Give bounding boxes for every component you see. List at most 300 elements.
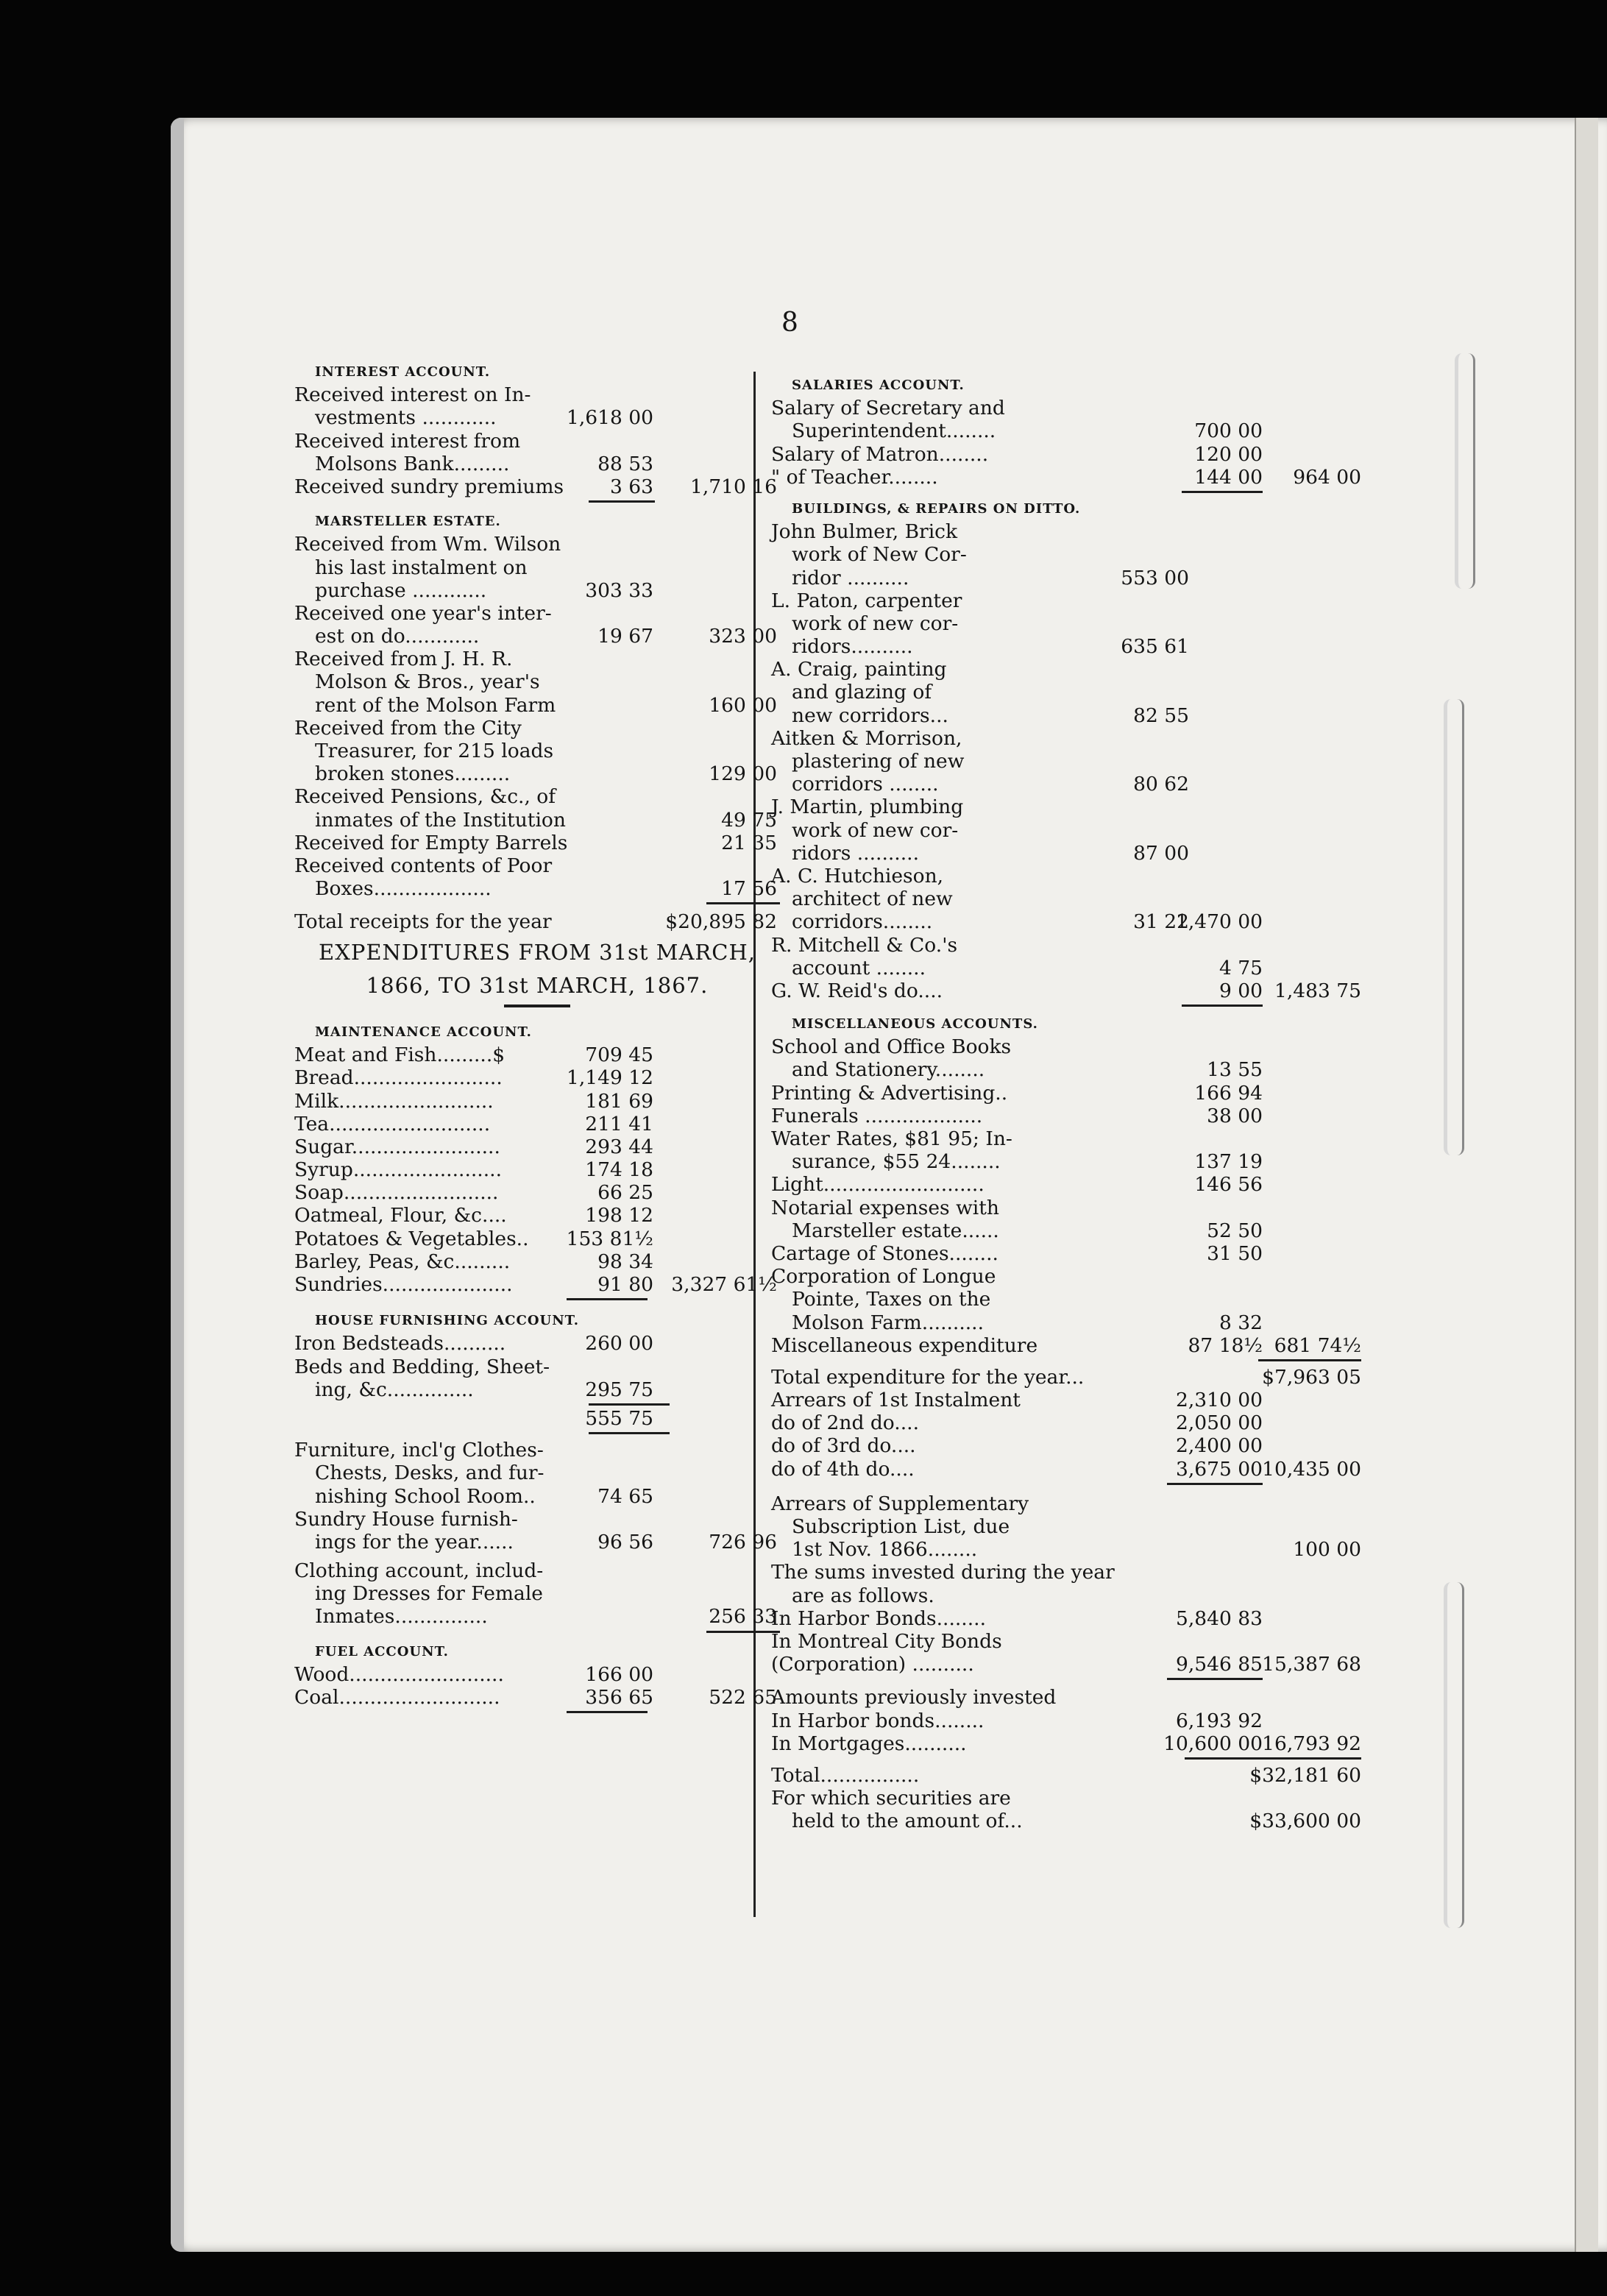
line-amount: 9,546 85 [1175, 1653, 1263, 1676]
line-label: Arrears of Supplementary [771, 1492, 1029, 1515]
line-amount: 256 33 [709, 1605, 777, 1629]
rule [294, 900, 780, 906]
ledger-line [294, 579, 780, 602]
ledger-line [771, 681, 1242, 704]
line-amount: 52 50 [1207, 1219, 1263, 1242]
heading-line: EXPENDITURES FROM 31st MARCH, [319, 939, 756, 965]
ledger-line [771, 727, 1242, 750]
line-label: rent of the Molson Farm [315, 693, 556, 717]
ledger-line [294, 1090, 780, 1113]
line-amount: 1,149 12 [566, 1066, 653, 1090]
ledger-line [771, 1288, 1242, 1311]
ledger-line [771, 1561, 1242, 1584]
ledger-line [771, 773, 1242, 796]
line-label: Total receipts for the year [294, 910, 552, 934]
ledger-line [294, 1332, 780, 1355]
ledger-line [771, 543, 1242, 566]
ledger-line [771, 1492, 1242, 1515]
line-amount: 153 81½ [566, 1227, 653, 1250]
line-amount: 293 44 [585, 1135, 653, 1158]
ledger-line [771, 1538, 1361, 1562]
ledger-line [294, 785, 780, 808]
line-label: Received one year's inter- [294, 601, 552, 625]
left-column [294, 361, 780, 1715]
line-amount: 2,400 00 [1175, 1434, 1263, 1458]
ledger-line [294, 1686, 780, 1709]
line-label: Received interest from [294, 429, 521, 453]
line-amount: 174 18 [585, 1158, 653, 1182]
line-label: Marsteller estate...... [792, 1219, 999, 1242]
expenditures-heading [294, 941, 780, 997]
line-amount: 13 55 [1207, 1058, 1263, 1082]
line-label: Wood......................... [294, 1662, 504, 1686]
ledger-line [771, 1173, 1263, 1197]
line-label: Salary of Secretary and [771, 397, 1005, 420]
line-amount: 49 75 [721, 808, 777, 832]
rule [771, 1002, 1242, 1008]
line-label: Clothing account, includ- [294, 1559, 544, 1583]
ledger-line [771, 1389, 1263, 1412]
line-label: do of 3rd do.... [771, 1434, 916, 1458]
ledger-line [294, 1605, 780, 1628]
line-label: The sums invested during the year [771, 1561, 1115, 1584]
line-amount: 120 00 [1194, 442, 1263, 466]
line-label: account ........ [792, 956, 926, 979]
line-amount: 1,710 16 [689, 475, 777, 498]
ledger-line [771, 635, 1242, 658]
ledger-line [294, 670, 780, 693]
ledger-line [771, 956, 1263, 979]
section-heading: FUEL ACCOUNT. [315, 1643, 449, 1659]
ledger-line [771, 1035, 1242, 1058]
line-label: Molson & Bros., year's [315, 670, 540, 694]
line-label: ing Dresses for Female [315, 1582, 543, 1606]
ledger-line [771, 1457, 1361, 1481]
line-label: J. Martin, plumbing [771, 796, 964, 819]
line-label: In Montreal City Bonds [771, 1629, 1002, 1653]
line-amount: 522 65 [709, 1686, 777, 1709]
line-label: Received Pensions, &c., of [294, 785, 556, 809]
ledger-line [294, 1559, 780, 1582]
line-label: Iron Bedsteads.......... [294, 1332, 506, 1356]
line-label: surance, $55 24........ [792, 1150, 1001, 1174]
line-amount: 1,618 00 [566, 406, 653, 430]
line-label: Funerals ................... [771, 1104, 983, 1127]
line-amount: 10,600 00 [1163, 1732, 1263, 1755]
line-amount: 5,840 83 [1175, 1606, 1263, 1630]
spacer [294, 1634, 780, 1640]
page-edge [171, 118, 184, 2252]
line-amount: 91 80 [597, 1273, 653, 1297]
line-label: Received from Wm. Wilson [294, 533, 561, 556]
line-amount: 1,470 00 [1175, 910, 1263, 934]
ledger-line [771, 1653, 1361, 1676]
line-label: purchase ............ [315, 578, 487, 602]
line-label: est on do............ [315, 625, 480, 648]
ledger-line [294, 1582, 780, 1605]
ledger-line [294, 1181, 780, 1204]
ledger-line [771, 1709, 1263, 1732]
ledger-line [771, 1434, 1263, 1458]
ledger-line [294, 910, 780, 933]
line-label: Notarial expenses with [771, 1196, 999, 1219]
line-label: Received from J. H. R. [294, 648, 513, 671]
line-label: Oatmeal, Flour, &c.... [294, 1204, 507, 1227]
ledger-line [771, 1265, 1242, 1288]
ledger-line [294, 1273, 780, 1296]
ledger-line [771, 567, 1242, 589]
ledger-line [771, 1127, 1242, 1150]
line-amount: 3,675 00 [1175, 1457, 1263, 1481]
line-label: Meat and Fish.........$ [294, 1044, 505, 1067]
line-amount: 38 00 [1207, 1104, 1263, 1127]
line-label: work of new cor- [792, 818, 959, 842]
ledger-line [294, 533, 780, 556]
line-amount: 100 00 [1293, 1538, 1361, 1562]
rule [294, 1709, 780, 1715]
ledger-line [771, 1311, 1263, 1334]
line-label: Furniture, incl'g Clothes- [294, 1439, 544, 1462]
ledger-line [294, 717, 780, 740]
ledger-line [294, 740, 780, 762]
ledger-line [771, 1606, 1263, 1630]
ledger-line [771, 520, 1242, 543]
ledger-line [771, 910, 1263, 934]
rule [771, 489, 1242, 495]
line-label: Miscellaneous expenditure [771, 1333, 1038, 1357]
ledger-line [771, 1515, 1242, 1538]
binding-stitch [1455, 353, 1475, 589]
ledger-line [771, 397, 1242, 419]
line-label: Superintendent........ [792, 419, 996, 443]
line-amount: 553 00 [1121, 566, 1189, 589]
line-label: ings for the year...... [315, 1530, 514, 1553]
ledger-line [771, 442, 1263, 466]
ledger-line [294, 1227, 780, 1250]
ledger-line [771, 750, 1242, 773]
heading-line: 1866, TO 31st MARCH, 1867. [366, 972, 709, 998]
line-label: Received contents of Poor [294, 854, 553, 877]
ledger-line [771, 819, 1242, 842]
ledger-line [771, 612, 1242, 635]
line-label: and Stationery........ [792, 1058, 985, 1082]
ledger-line [771, 1732, 1361, 1755]
ledger-line [771, 1584, 1242, 1607]
line-label: " of Teacher........ [771, 465, 938, 489]
line-amount: 21 35 [721, 831, 777, 854]
section-heading: MAINTENANCE ACCOUNT. [315, 1024, 532, 1040]
line-amount: 198 12 [585, 1204, 653, 1227]
section-heading: INTEREST ACCOUNT. [315, 364, 491, 380]
ledger-line [771, 1104, 1263, 1127]
line-amount: 3 63 [609, 475, 653, 498]
ledger-line [771, 1787, 1242, 1810]
line-amount: 211 41 [585, 1112, 653, 1135]
line-label: Total................ [771, 1763, 920, 1787]
rule [771, 1357, 1242, 1363]
ledger-line [771, 419, 1263, 443]
line-label: Milk......................... [294, 1089, 494, 1113]
section-heading: HOUSE FURNISHING ACCOUNT. [315, 1313, 579, 1329]
line-label: (Corporation) .......... [771, 1653, 974, 1676]
line-label: corridors........ [792, 910, 933, 934]
line-amount: 6,193 92 [1175, 1709, 1263, 1732]
line-amount: 964 00 [1293, 465, 1361, 489]
ledger-line [294, 625, 780, 648]
ledger-line [294, 1531, 780, 1553]
ledger-line [771, 1219, 1263, 1242]
ledger-line [294, 694, 780, 717]
ledger-line [294, 1135, 780, 1158]
line-amount: 82 55 [1133, 704, 1189, 727]
line-amount: 681 74½ [1274, 1333, 1361, 1357]
ledger-line [294, 430, 780, 453]
line-label: In Harbor Bonds........ [771, 1606, 986, 1630]
line-amount: 295 75 [585, 1378, 653, 1401]
spacer [771, 1487, 1242, 1492]
line-label: Amounts previously invested [771, 1686, 1057, 1709]
ledger-line [294, 406, 780, 429]
line-label: Soap......................... [294, 1181, 499, 1205]
ledger-line [771, 1763, 1361, 1787]
rule [294, 498, 780, 504]
ledger-line [294, 1407, 780, 1430]
line-label: vestments ............ [315, 406, 497, 430]
line-amount: 19 67 [597, 625, 653, 648]
binding-stitch [1444, 699, 1464, 1155]
line-label: Corporation of Longue [771, 1265, 996, 1289]
page-fold [1575, 118, 1598, 2252]
line-label: School and Office Books [771, 1035, 1012, 1059]
binding-stitch [1444, 1582, 1464, 1928]
line-label: Tea.......................... [294, 1112, 491, 1135]
ledger-line [294, 1485, 780, 1508]
line-amount: 166 94 [1194, 1081, 1263, 1105]
right-column [771, 374, 1361, 1833]
line-amount: 2,310 00 [1175, 1389, 1263, 1412]
line-amount: 87 18½ [1188, 1333, 1263, 1357]
ledger-line [771, 589, 1242, 612]
line-label: broken stones......... [315, 762, 511, 786]
line-amount: 66 25 [597, 1181, 653, 1205]
line-amount: 8 32 [1218, 1311, 1263, 1334]
spacer [294, 1302, 780, 1309]
line-label: Subscription List, due [792, 1515, 1010, 1539]
line-label: his last instalment on [315, 556, 528, 579]
ledger-line [771, 934, 1242, 957]
rule [771, 1676, 1242, 1682]
ledger-line [294, 1439, 780, 1461]
ledger-line [294, 854, 780, 877]
line-label: Molsons Bank......... [315, 452, 510, 475]
line-amount: 700 00 [1194, 419, 1263, 443]
line-label: ridor .......... [792, 566, 909, 589]
line-amount: 323 00 [709, 625, 777, 648]
ledger-line [294, 1158, 780, 1181]
line-amount: 17 56 [721, 877, 777, 901]
line-label: In Harbor bonds........ [771, 1709, 985, 1732]
line-label: do of 2nd do.... [771, 1411, 919, 1435]
rule [294, 1296, 780, 1302]
ledger-line [771, 465, 1361, 489]
line-label: Coal.......................... [294, 1686, 500, 1709]
line-amount: 74 65 [597, 1484, 653, 1508]
line-label: 1st Nov. 1866........ [792, 1538, 978, 1562]
line-label: Cartage of Stones........ [771, 1241, 998, 1265]
line-amount: 96 56 [597, 1530, 653, 1553]
ledger-line [771, 1411, 1263, 1435]
line-amount: 4 75 [1218, 956, 1263, 979]
line-label: Total expenditure for the year... [771, 1365, 1085, 1389]
ledger-line [771, 796, 1242, 818]
line-amount: 709 45 [585, 1044, 653, 1067]
ledger-line [771, 1197, 1242, 1219]
line-label: work of new cor- [792, 612, 959, 635]
rule [771, 1755, 1242, 1761]
line-label: R. Mitchell & Co.'s [771, 933, 958, 957]
line-label: and glazing of [792, 681, 932, 704]
line-label: John Bulmer, Brick [771, 520, 958, 544]
section-heading: BUILDINGS, & REPAIRS ON DITTO. [792, 500, 1081, 517]
line-amount: 31 22 [1133, 910, 1189, 934]
line-label: Salary of Matron........ [771, 442, 989, 466]
line-amount: $20,895 82 [665, 910, 777, 934]
line-label: Sundries..................... [294, 1273, 513, 1297]
line-label: Beds and Bedding, Sheet- [294, 1355, 550, 1378]
spacer [294, 504, 780, 510]
spacer [294, 1553, 780, 1559]
ledger-line [771, 1241, 1263, 1265]
line-label: new corridors... [792, 704, 948, 727]
line-label: work of New Cor- [792, 543, 967, 567]
line-amount: 166 00 [585, 1662, 653, 1686]
line-label: Chests, Desks, and fur- [315, 1461, 544, 1485]
section-heading: MISCELLANEOUS ACCOUNTS. [792, 1016, 1038, 1032]
ledger-line [294, 475, 780, 498]
line-label: ing, &c.............. [315, 1378, 474, 1401]
ledger-line [294, 383, 780, 406]
line-amount: 129 00 [709, 762, 777, 786]
line-label: Arrears of 1st Instalment [771, 1389, 1021, 1412]
ledger-line [294, 1461, 780, 1484]
line-amount: $7,963 05 [1262, 1365, 1361, 1389]
ledger-line [294, 1356, 780, 1378]
rule [504, 1005, 570, 1007]
line-amount: 726 96 [709, 1530, 777, 1553]
line-amount: 137 19 [1194, 1150, 1263, 1174]
ledger-line [771, 1081, 1263, 1105]
line-amount: 15,387 68 [1262, 1653, 1361, 1676]
ledger-line [771, 1150, 1263, 1174]
line-amount: $32,181 60 [1249, 1763, 1361, 1787]
line-label: G. W. Reid's do.... [771, 979, 943, 1002]
line-label: In Mortgages.......... [771, 1732, 967, 1755]
line-amount: 10,435 00 [1262, 1457, 1361, 1481]
line-label: ridors .......... [792, 841, 919, 865]
line-label: architect of new [792, 887, 953, 911]
line-amount: 2,050 00 [1175, 1411, 1263, 1435]
rule [771, 1481, 1242, 1487]
line-amount: 31 50 [1207, 1241, 1263, 1265]
line-amount: 146 56 [1194, 1173, 1263, 1197]
ledger-line [294, 1044, 780, 1066]
line-label: Bread........................ [294, 1066, 503, 1090]
ledger-line [771, 1686, 1242, 1709]
ledger-line [294, 1250, 780, 1273]
rule [294, 1401, 780, 1407]
line-label: Molson Farm.......... [792, 1311, 985, 1334]
line-label: Potatoes & Vegetables.. [294, 1227, 529, 1250]
ledger-line [294, 648, 780, 670]
ledger-line [771, 979, 1361, 1002]
line-label: Received interest on In- [294, 383, 531, 407]
line-label: Printing & Advertising.. [771, 1081, 1008, 1105]
line-amount: 635 61 [1121, 635, 1189, 659]
line-label: Pointe, Taxes on the [792, 1288, 991, 1311]
line-amount: 87 00 [1133, 841, 1189, 865]
line-label: corridors ........ [792, 773, 939, 796]
line-label: nishing School Room.. [315, 1484, 536, 1508]
ledger-line [294, 1113, 780, 1135]
line-label: A. Craig, painting [771, 658, 947, 681]
ledger-line [294, 877, 780, 900]
line-label: A. C. Hutchieson, [771, 864, 944, 887]
line-amount: 260 00 [585, 1332, 653, 1356]
line-amount: 555 75 [585, 1406, 653, 1430]
ledger-line [771, 1630, 1242, 1653]
line-label: Barley, Peas, &c......... [294, 1250, 511, 1273]
ledger-line [294, 1204, 780, 1227]
line-label: inmates of the Institution [315, 808, 566, 832]
ledger-line [771, 658, 1242, 681]
ledger-line [294, 832, 780, 854]
line-label: Received for Empty Barrels [294, 831, 568, 854]
line-amount: 1,483 75 [1274, 979, 1361, 1002]
line-label: held to the amount of... [792, 1810, 1023, 1833]
line-amount: $33,600 00 [1249, 1810, 1361, 1833]
line-amount: 144 00 [1194, 465, 1263, 489]
line-label: Received sundry premiums [294, 475, 564, 498]
line-amount: 303 33 [585, 578, 653, 602]
line-label: do of 4th do.... [771, 1457, 915, 1481]
ledger-line [771, 865, 1242, 887]
ledger-line [294, 1378, 780, 1401]
line-amount: 98 34 [597, 1250, 653, 1273]
ledger-line [771, 842, 1242, 865]
ledger-line [771, 1365, 1361, 1389]
line-label: plastering of new [792, 750, 965, 773]
rule [294, 1430, 780, 1436]
ledger-line [294, 1663, 780, 1686]
line-label: For which securities are [771, 1787, 1011, 1810]
line-label: ridors.......... [792, 635, 913, 659]
page-number: 8 [781, 308, 798, 338]
ledger-line [294, 762, 780, 785]
line-label: Boxes................... [315, 877, 492, 901]
ledger-line [294, 602, 780, 625]
line-label: Aitken & Morrison, [771, 726, 962, 750]
line-amount: 80 62 [1133, 773, 1189, 796]
line-label: Syrup........................ [294, 1158, 502, 1182]
line-amount: 160 00 [709, 693, 777, 717]
line-label: Sugar........................ [294, 1135, 500, 1158]
line-amount: 356 65 [585, 1686, 653, 1709]
line-label: Received from the City [294, 716, 522, 740]
line-label: Light.......................... [771, 1173, 985, 1197]
line-amount: 181 69 [585, 1089, 653, 1113]
line-label: L. Paton, carpenter [771, 589, 962, 612]
ledger-line [294, 1508, 780, 1531]
